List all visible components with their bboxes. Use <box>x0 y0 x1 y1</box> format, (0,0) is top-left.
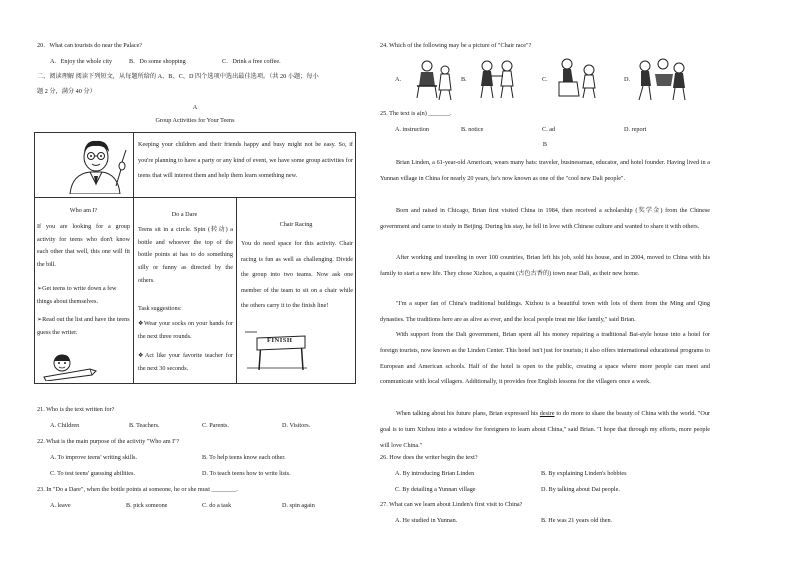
q20-option-c[interactable]: C．Drink a free coffee. <box>222 58 281 65</box>
q26-stem: 26. How does the writer begin the text? <box>380 454 478 461</box>
q22-option-d[interactable]: D. To teach teens how to write lists. <box>202 470 291 477</box>
col2-suggestions-label: Task suggestions: <box>138 305 182 312</box>
q25-option-b[interactable]: B. notice <box>461 126 484 133</box>
passage-b-paragraph-2: Born and raised in Chicago, Brian first visited China in 1984, then received a scholarship (奖学金) from the Chinese government and came to study in Beijing. During his stay, he fell in love with Chinese culture and wanted to share it with others. <box>380 207 710 230</box>
q21-option-d[interactable]: D. Visitors. <box>282 422 311 429</box>
q21-option-a[interactable]: A. Children <box>50 422 80 429</box>
col1-title: Who am I? <box>69 207 98 214</box>
passage-b-paragraph-6 <box>380 406 710 453</box>
teacher-cartoon-image <box>62 136 130 194</box>
q24-option-c[interactable]: C. <box>542 76 548 83</box>
col1-step1: ➢Get teens to write down a few things about themselves. <box>37 285 117 305</box>
q25-option-a[interactable]: A. instruction <box>395 126 430 133</box>
col2-item1: ❖Wear your socks on your hands for the next three rounds. <box>138 320 233 340</box>
q23-option-a[interactable]: A. leave <box>50 502 71 509</box>
q24-picture-c[interactable] <box>553 56 603 100</box>
section2-instructions-line1: 二、阅读理解 阅读下列短文，从每题所给的 A、B、C、D 四个选项中选出最佳选项。（共 20 小题；每小 <box>37 73 319 80</box>
col2-item2: ❖Act like your favorite teacher for the next 30 seconds. <box>138 352 233 372</box>
finish-line-image <box>243 328 309 374</box>
q26-option-b[interactable]: B. By explaining Linden's hobbies <box>541 470 627 477</box>
paragraph-6-text-end: to do more to share the beauty of China with the world. "Our goal is to turn Xizhou into a window for foreigners to learn about China," said Brian. "I hope that through my efforts, more people will love China." <box>380 410 711 449</box>
passage-a-title: Group Activities for Your Teens <box>155 117 235 124</box>
paragraph-6-text-start: When talking about his future plans, Brian expressed his <box>396 410 540 417</box>
passage-b-paragraph-3: After working and traveling in over 100 countries, Brian left his job, sold his house, and in 2004, moved to China with his family to start a new life. They chose Xizhou, a quaint (古色古香的) town near Dali, as their new home. <box>380 254 710 277</box>
q26-option-d[interactable]: D. By talking about Dai people. <box>541 486 620 493</box>
q20-option-b[interactable]: B．Do some shopping <box>129 58 186 65</box>
col3-title: Chair Racing <box>279 221 313 228</box>
q22-option-b[interactable]: B. To help teens know each other. <box>202 454 286 461</box>
q24-option-d[interactable]: D. <box>624 76 631 83</box>
col1-text: If you are looking for a group activity for teens who don't know each other that well, this one will fit the bill. <box>37 223 130 269</box>
q21-option-c[interactable]: C. Parents. <box>202 422 229 429</box>
q24-option-a[interactable]: A. <box>395 76 402 83</box>
q23-option-b[interactable]: B. pick someone <box>126 502 168 509</box>
q20-option-a[interactable]: A．Enjoy the whole city <box>50 58 113 65</box>
col2-title: Do a Dare <box>171 211 198 218</box>
q26-option-c[interactable]: C. By detailing a Yunnan village <box>395 486 476 493</box>
q24-option-b[interactable]: B. <box>461 76 467 83</box>
q21-stem: 21. Who is the text written for? <box>37 406 115 413</box>
intro-paragraph: Keeping your children and their friends happy and busy might not be easy. So, if you're planning to have a party or any kind of event, we have some group activities for teens that will interest them and help them learn something new. <box>138 141 353 179</box>
q22-stem: 22. What is the main purpose of the activity "Who am I"? <box>37 438 180 445</box>
q24-picture-a[interactable] <box>407 58 457 100</box>
q22-option-c[interactable]: C. To test teens' guessing abilities. <box>50 470 135 477</box>
section2-instructions-line2: 题 2 分，满分 40 分） <box>37 88 96 95</box>
q26-option-a[interactable]: A. By introducing Brian Linden <box>395 470 475 477</box>
passage-b-paragraph-1: Brian Linden, a 61-year-old American, wears many hats: traveler, businessman, educator, and hotel founder. Having lived in a Yunnan village in China for nearly 20 years, he's now known as one of the "cool new Dali people". <box>380 159 710 182</box>
q25-option-c[interactable]: C. ad <box>542 126 556 133</box>
col3-text: You do need space for this activity. Chair racing is fun as well as challenging. Divide the group into two teams. Now ask one member of the team to sit on a chair while the others carry it to the finish line! <box>241 240 353 309</box>
passage-b-paragraph-5: With support from the Dali government, Brian spent all his money repairing a traditional Bai-style house into a hotel for foreign tourists, now known as the Linden Center. This hotel isn't just for tourists; it also offers international educational programs to European and American schools. Half of the hotel is open to the public, creating a space where more people can meet and communicate with local villagers. Additionally, it provides free English lessons for the villagers once a week. <box>380 331 710 386</box>
q27-option-b[interactable]: B. He was 21 years old then. <box>541 517 613 524</box>
col1-step2: ➢Read out the list and have the teens guess the writer. <box>37 316 130 336</box>
q21-option-b[interactable]: B. Teachers. <box>129 422 160 429</box>
q24-picture-b[interactable] <box>473 58 523 100</box>
q23-option-c[interactable]: C. do a task <box>202 502 232 509</box>
passage-b-paragraph-4: "I'm a super fan of China's traditional buildings. Xizhou is a beautiful town with lots of them from the Ming and Qing dynasties. The traditions here are as alive as ever, and the local people treat me like family," said Brian. <box>380 300 710 323</box>
q27-option-a[interactable]: A. He studied in Yunnan. <box>395 517 458 524</box>
passage-b-letter: B <box>542 141 548 148</box>
passage-a-letter: A <box>192 104 198 111</box>
q24-picture-d[interactable] <box>635 56 689 102</box>
q23-stem: 23. In "Do a Dare", when the bottle points at someone, he or she must ________. <box>37 486 238 493</box>
girl-with-pencil-image <box>42 353 102 381</box>
table-divider <box>34 197 356 198</box>
underlined-word-desire: desire <box>539 410 555 417</box>
q25-stem: 25. The text is a(n) _______. <box>380 110 452 117</box>
finish-banner-label: FINISH <box>267 337 293 344</box>
q25-option-d[interactable]: D. report <box>624 126 647 133</box>
q20-stem: 20．What can tourists do near the Palace? <box>37 42 143 49</box>
table-divider <box>133 132 134 384</box>
q22-option-a[interactable]: A. To improve teens' writing skills. <box>50 454 138 461</box>
col2-text: Teens sit in a circle. Spin (转动) a bottle and whoever the top of the bottle points at has to do something silly or funny as directed by the others. <box>138 226 233 284</box>
q24-stem: 24. Which of the following may be a picture of "Chair race"? <box>380 42 532 49</box>
q27-stem: 27. What can we learn about Linden's first visit to China? <box>380 501 523 508</box>
right-column <box>380 0 794 562</box>
q23-option-d[interactable]: D. spin again <box>282 502 315 509</box>
